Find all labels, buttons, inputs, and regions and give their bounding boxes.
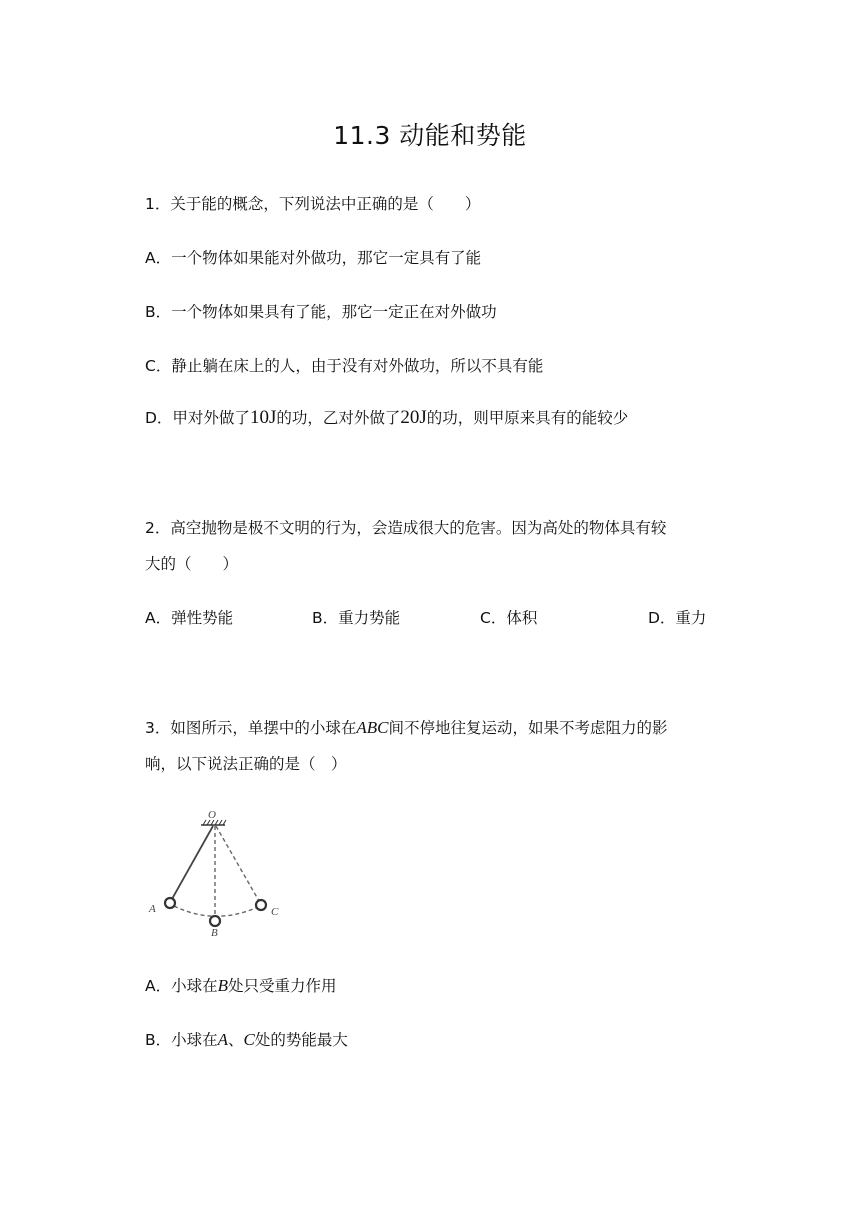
q1-option-d-value-1: 10J [249,407,277,428]
q1-option-a: A．一个物体如果能对外做功，那它一定具有了能 [145,249,482,267]
q3-option-b [145,1028,348,1050]
q3-option-b-var-2: C [243,1030,255,1049]
q3-option-a [145,974,337,996]
q3-stem-line-1 [145,716,668,738]
q3-option-a-prefix: A．小球在 [145,977,218,995]
q1-option-b: B．一个物体如果具有了能，那它一定正在对外做功 [145,303,497,321]
ball-a [165,898,175,908]
q2-stem-line-2: 大的（ ） [145,555,239,573]
label-a: A [149,903,156,915]
pendulum-figure [145,808,295,938]
q3-option-b-separator: 、 [228,1031,244,1049]
label-c: C [271,906,279,918]
q1-option-d [145,406,628,429]
label-o: O [208,809,216,821]
q3-option-b-var-1: A [217,1030,229,1049]
q2-option-a: A．弹性势能 [145,609,234,627]
page-title: 11.3 动能和势能 [333,121,527,150]
q3-option-b-prefix: B．小球在 [145,1031,218,1049]
q1-option-d-value-2: 20J [400,407,427,428]
q3-stem-prefix: 3．如图所示，单摆中的小球在 [145,719,357,737]
q1-option-d-suffix: 的功，则甲原来具有的能较少 [426,409,629,427]
q2-option-c: C．体积 [480,609,538,627]
q1-option-d-middle: 的功，乙对外做了 [276,409,401,427]
label-b: B [211,927,218,938]
q1-stem: 1．关于能的概念，下列说法中正确的是（ ） [145,195,481,213]
q3-stem-line-2: 响，以下说法正确的是（ ） [145,755,347,773]
q3-option-a-var: B [217,976,228,995]
q3-stem-suffix: 间不停地往复运动，如果不考虑阻力的影 [388,719,668,737]
q2-option-b: B．重力势能 [312,609,401,627]
q1-option-d-prefix: D．甲对外做了 [145,409,250,427]
q1-option-c: C．静止躺在床上的人，由于没有对外做功，所以不具有能 [145,357,544,375]
q3-option-b-suffix: 处的势能最大 [254,1031,348,1049]
ball-b [210,916,220,926]
q3-stem-abc: ABC [356,718,389,737]
q2-option-d: D．重力 [648,609,707,627]
q2-stem-line-1: 2．高空抛物是极不文明的行为，会造成很大的危害。因为高处的物体具有较 [145,519,667,537]
ball-c [256,900,266,910]
q3-option-a-suffix: 处只受重力作用 [228,977,337,995]
